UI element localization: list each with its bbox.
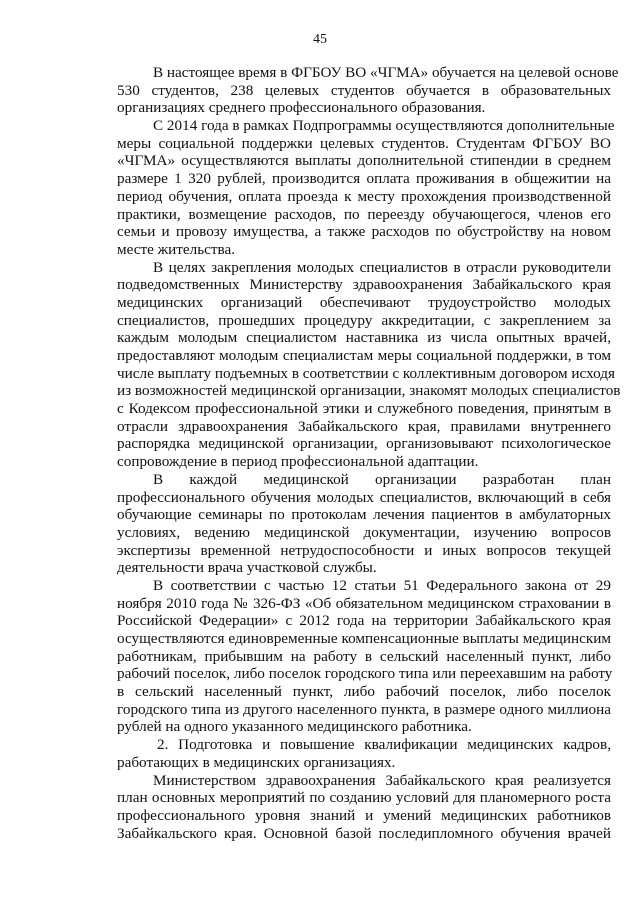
text-line: городского типа из другого населенного пункта, в размере одного миллиона [117,700,611,718]
text-line: каждым молодым специалистом наставника из числа опытных врачей, [117,329,611,347]
paragraph [117,577,611,736]
paragraph [117,258,621,471]
text-line: медицинских организаций обеспечивают трудоустройство молодых [117,293,611,311]
text-line: 530 студентов, 238 целевых студентов обучается в образовательных [117,81,611,99]
text-line: план основных мероприятий по созданию условий для планомерного роста [117,789,611,807]
text-line: Забайкальского края. Основной базой последипломного обучения врачей [117,824,611,842]
text-line: рублей на одного указанного медицинского работника. [117,718,472,736]
page-number: 45 [313,32,327,47]
text-line: профессионального уровня знаний и умений медицинских работников [117,806,611,824]
text-line: Министерством здравоохранения Забайкальского края реализуется [153,771,611,789]
text-line: работникам, прибывшим на работу в сельский населенный пункт, либо [117,647,611,665]
text-line: рабочий поселок, либо поселок городского типа или переехавшим на работу [117,665,613,683]
paragraph [117,471,611,577]
text-line: числе выплату подъемных в соответствии с коллективным договором исходя [117,364,615,382]
text-line: практики, возмещение расходов, по переезду обучающегося, членов его [117,205,611,223]
text-line: из возможностей медицинской организации, знакомят молодых специалистов [117,382,621,400]
text-line: распорядка медицинской организации, организовывают психологическое [117,435,611,453]
text-line: экспертизы временной нетрудоспособности и иных вопросов текущей [117,541,611,559]
text-line: с Кодексом профессиональной этики и служебного поведения, принятым в [117,400,611,418]
text-line: месте жительства. [117,240,236,258]
text-line: «ЧГМА» осуществляются выплаты дополнительной стипендии в среднем [117,152,611,170]
text-line: условиях, ведению медицинской документации, изучению вопросов [117,523,611,541]
text-line: С 2014 года в рамках Подпрограммы осуществляются дополнительные [153,117,615,135]
text-line: организациях среднего профессионального образования. [117,99,486,117]
paragraph [117,772,611,843]
text-line: В соответствии с частью 12 статьи 51 Федерального закона от 29 [153,576,611,594]
text-line: В каждой медицинской организации разработан план [153,470,611,488]
text-line: ноября 2010 года № 326-ФЗ «Об обязательном медицинском страховании в [117,594,611,612]
text-line: В целях закрепления молодых специалистов в отрасли руководители [153,258,611,276]
text-line: размере 1 320 рублей, производится оплата проживания в общежитии на [117,170,611,188]
text-line: в сельский населенный пункт, либо рабочий поселок, либо поселок [117,683,611,701]
text-line: 2. Подготовка и повышение квалификации медицинских кадров, [157,736,611,754]
text-line: осуществляются единовременные компенсационные выплаты медицинским [117,630,611,647]
paragraph [117,117,615,259]
paragraph [117,64,619,117]
section-heading [117,736,611,771]
document-body [117,64,621,842]
text-line: деятельности врача участковой службы. [117,559,377,577]
text-line: отрасли здравоохранения Забайкальского края, правилами внутреннего [117,417,611,435]
text-line: семьи и провозу имущества, а также расходов по обустройству на новом [117,223,611,241]
text-line: специалистов, прошедших процедуру аккредитации, с закреплением за [117,311,611,329]
text-line: профессионального обучения молодых специалистов, включающий в себя [117,488,611,506]
text-line: В настоящее время в ФГБОУ ВО «ЧГМА» обучается на целевой основе [153,64,619,81]
text-line: предоставляют молодым специалистам меры социальной поддержки, в том [117,347,611,364]
text-line: работающих в медицинских организациях. [117,753,396,771]
text-line: меры социальной поддержки целевых студентов. Студентам ФГБОУ ВО [117,134,611,152]
text-line: подведомственных Министерству здравоохранения Забайкальского края [117,276,611,294]
text-line: период обучения, оплата проезда к месту прохождения производственной [117,187,611,205]
text-line: сопровождение в период профессиональной адаптации. [117,453,479,471]
text-line: Российской Федерации» с 2012 года на территории Забайкальского края [117,612,611,630]
text-line: обучающие семинары по протоколам лечения пациентов в амбулаторных [117,506,611,524]
